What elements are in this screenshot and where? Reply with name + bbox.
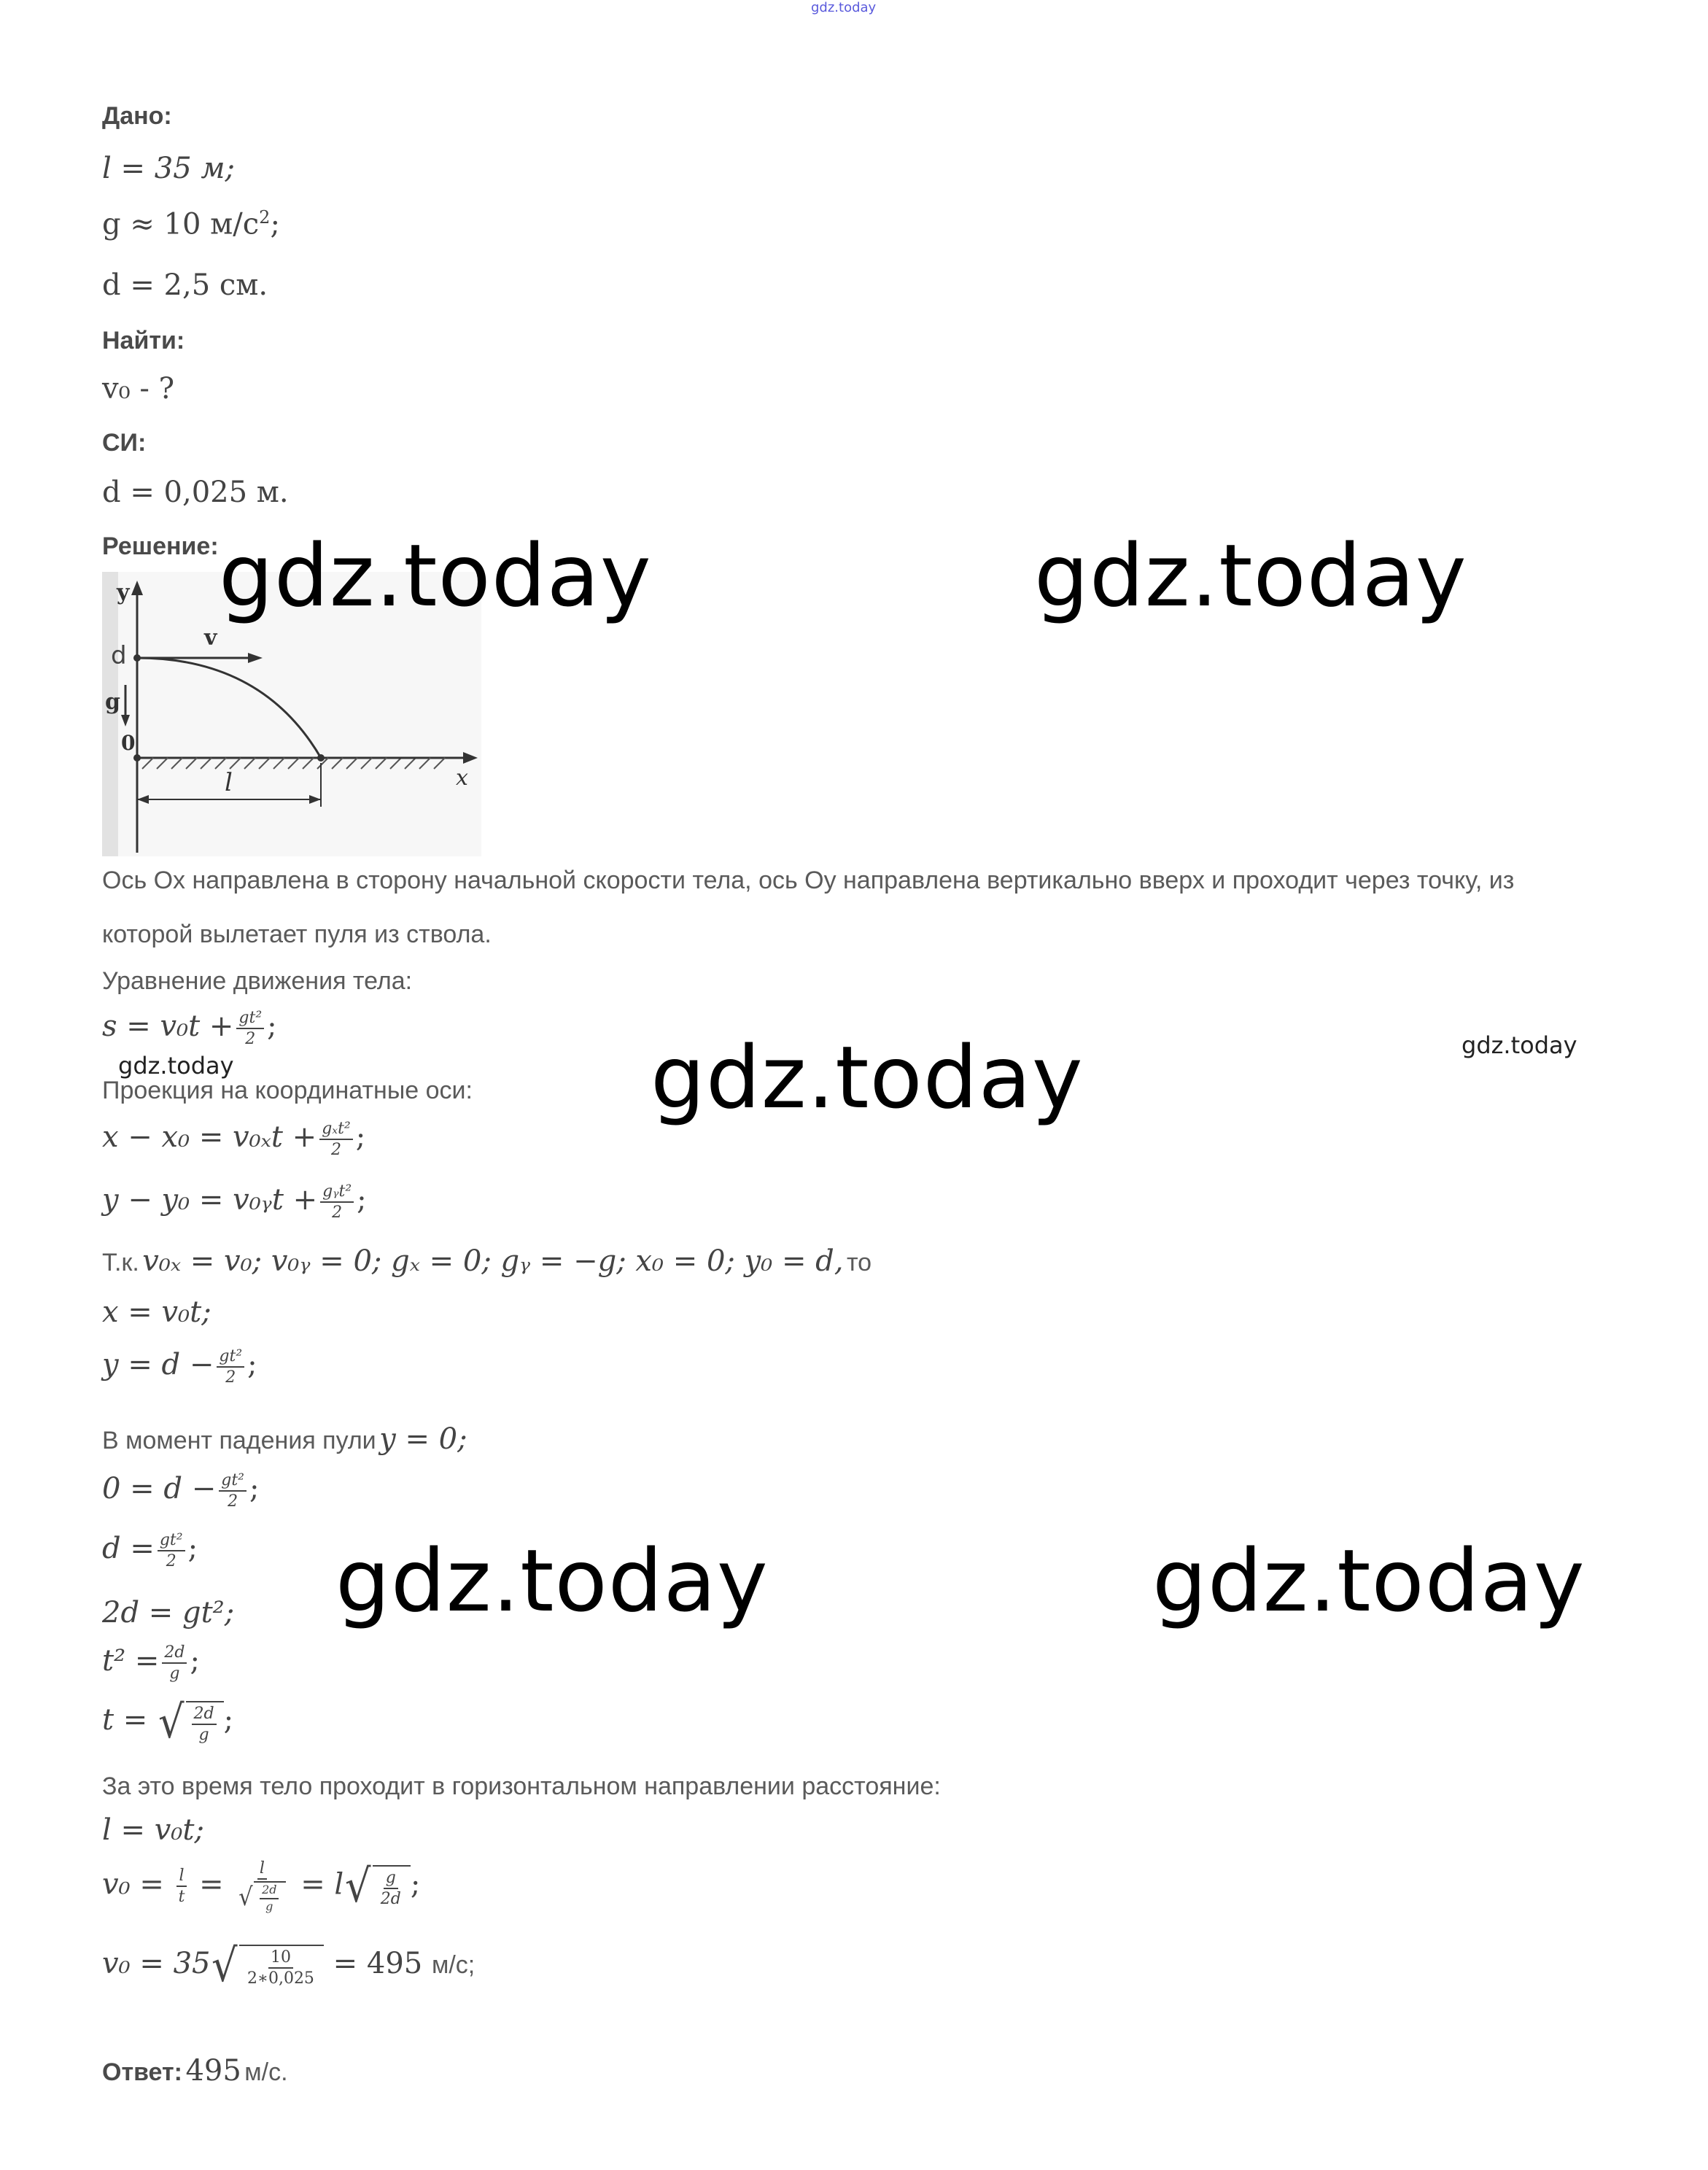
diagram-label-zero: 0 (121, 731, 136, 755)
watermark-small: gdz.today (118, 1052, 234, 1080)
given-gravity-end: ; (270, 207, 280, 241)
given-gravity-text: g ≈ 10 м/с (102, 207, 260, 241)
since-prefix: Т.к. (102, 1249, 139, 1276)
watermark: gdz.today (335, 1530, 769, 1631)
fraction-denominator: g (265, 1899, 273, 1913)
fall-equation-2 (102, 1532, 198, 1570)
equation-end: ; (410, 1867, 421, 1902)
sqrt-expression (210, 1939, 323, 1992)
fraction-numerator: gₓt² (319, 1120, 353, 1140)
fraction-denominator: g (169, 1665, 180, 1683)
fraction-numerator: gᵧt² (320, 1183, 354, 1203)
given-length (102, 152, 235, 185)
fall-equation-5 (102, 1695, 234, 1748)
fall-equation-1-lhs: 0 = d − (102, 1472, 217, 1506)
fall-equation-1-fraction (219, 1472, 247, 1510)
top-watermark: gdz.today (811, 0, 877, 15)
y-projection-equation (102, 1183, 367, 1221)
fall-equation-4 (102, 1644, 200, 1682)
y-projection-lhs: y − y₀ = v₀ᵧt + (102, 1183, 318, 1217)
fall-equation-4-lhs: t² = (102, 1644, 160, 1678)
equation-end: ; (249, 1472, 260, 1506)
solution-heading: Решение: (102, 532, 219, 560)
v0-fraction-2 (236, 1860, 288, 1913)
axes-description-line2: которой вылетает пуля из ствола. (102, 921, 492, 948)
watermark: gdz.today (651, 1027, 1084, 1128)
sqrt-radicand (373, 1865, 411, 1907)
v0-formula (102, 1860, 420, 1913)
v0-formula-lhs: v₀ = (102, 1867, 164, 1902)
given-gravity-power: 2 (259, 207, 271, 228)
fraction-denominator: 2 (225, 1368, 236, 1387)
answer-label: Ответ: (102, 2058, 182, 2086)
equation-end: ; (267, 1010, 277, 1044)
fraction-denominator: 2 (332, 1204, 343, 1222)
given-height: d = 2,5 см. (102, 268, 268, 302)
answer-unit: м/с. (244, 2058, 288, 2086)
equals-sign: = (199, 1867, 224, 1902)
fraction-numerator: gt² (217, 1348, 244, 1368)
x-projection-fraction (319, 1120, 353, 1158)
motion-equation-fraction (236, 1010, 264, 1047)
sqrt-expression (157, 1695, 224, 1748)
axes-description-line1: Ось Ox направлена в сторону начальной скорости тела, ось Oy направлена вертикально вверх и проходит через точку, из (102, 867, 1515, 894)
y-equation (102, 1348, 257, 1386)
sqrt-sign: √ (211, 1939, 238, 1992)
diagram-label-d: d (111, 641, 127, 670)
fall-equation-2-fraction (158, 1532, 185, 1570)
since-line (102, 1244, 872, 1278)
y-equation-lhs: y = d − (102, 1348, 214, 1382)
fraction-numerator: l (176, 1867, 186, 1887)
fall-equation-3: 2d = gt²; (102, 1596, 235, 1630)
fraction-denominator: 2 (228, 1492, 238, 1511)
since-suffix: то (846, 1249, 872, 1276)
fraction-numerator: l (257, 1860, 267, 1880)
sqrt-expression (238, 1881, 286, 1913)
given-heading: Дано: (102, 102, 172, 130)
x-equation: x = v₀t; (102, 1295, 211, 1329)
diagram-label-v: v (204, 625, 217, 651)
nested-fraction (260, 1884, 279, 1913)
answer-value: 495 (185, 2054, 241, 2088)
landing-point (317, 754, 325, 762)
sqrt-radicand (239, 1945, 324, 1987)
watermark: gdz.today (219, 525, 652, 626)
v0-numeric-unit: м/с; (431, 1951, 475, 1979)
y-equation-fraction (217, 1348, 244, 1386)
sqrt-fraction (192, 1705, 217, 1743)
fraction-numerator: gt² (158, 1532, 185, 1551)
equation-end: ; (223, 1703, 234, 1737)
fraction-numerator: 10 (268, 1949, 293, 1969)
fall-equation-1 (102, 1472, 259, 1510)
fraction-denominator (236, 1880, 288, 1913)
motion-equation-lhs: s = v₀t + (102, 1010, 234, 1044)
find-v0: v₀ - ? (102, 372, 175, 406)
watermark-small: gdz.today (1461, 1031, 1577, 1059)
origin-point (133, 754, 141, 762)
sqrt-sign: √ (158, 1695, 185, 1748)
find-heading: Найти: (102, 327, 185, 354)
fraction-denominator: t (178, 1888, 185, 1907)
v0-numeric-lhs: v₀ = 35 (102, 1947, 211, 1980)
y-projection-fraction (320, 1183, 354, 1221)
sqrt-expression (343, 1859, 411, 1913)
fraction-denominator: 2 (245, 1030, 256, 1049)
fall-equation-5-lhs: t = (102, 1703, 148, 1737)
since-conditions: v₀ₓ = v₀; v₀ᵧ = 0; gₓ = 0; gᵧ = −g; x₀ = 0; y₀ = d, (142, 1244, 844, 1278)
sqrt-sign: √ (345, 1859, 371, 1913)
diagram-label-g: g (105, 689, 120, 715)
v0-numeric (102, 1939, 475, 1992)
motion-equation (102, 1010, 277, 1047)
x-projection-equation (102, 1120, 365, 1158)
sqrt-fraction (379, 1869, 403, 1907)
diagram-label-y: y (117, 580, 130, 605)
sqrt-radicand (186, 1701, 224, 1743)
fraction-numerator: gt² (219, 1472, 247, 1492)
v0-fraction-1 (176, 1867, 187, 1905)
equation-end: ; (187, 1532, 198, 1566)
fraction-denominator: 2∗0,025 (247, 1969, 314, 1988)
x-projection-lhs: x − x₀ = v₀ₓt + (102, 1120, 317, 1155)
given-length-text: l = 35 м; (102, 152, 235, 185)
fall-moment-text: В момент падения пули (102, 1427, 376, 1454)
answer-line (102, 2054, 288, 2088)
si-height: d = 0,025 м. (102, 476, 289, 509)
v0-formula-middle: = l (300, 1867, 344, 1902)
fraction-numerator: 2d (192, 1705, 217, 1725)
sqrt-sign: √ (238, 1882, 253, 1912)
diagram-label-x: x (456, 765, 468, 791)
fraction-numerator: 2d (162, 1644, 187, 1664)
fall-moment-line (102, 1422, 467, 1456)
equation-end: ; (247, 1348, 257, 1382)
fraction-numerator: g (384, 1869, 398, 1889)
equation-end: ; (357, 1183, 367, 1217)
watermark: gdz.today (1034, 525, 1467, 626)
fraction-denominator: g (198, 1726, 209, 1744)
motion-equation-label: Уравнение движения тела: (102, 967, 413, 995)
fall-moment-condition: y = 0; (379, 1422, 467, 1456)
watermark: gdz.today (1152, 1530, 1585, 1631)
si-heading: СИ: (102, 429, 147, 457)
equation-end: ; (190, 1644, 200, 1678)
projection-label: Проекция на координатные оси: (102, 1077, 473, 1104)
diagram-label-l: l (225, 768, 233, 797)
fraction-denominator: 2 (330, 1141, 341, 1160)
sqrt-fraction (245, 1949, 317, 1987)
fraction-numerator: gt² (236, 1010, 264, 1029)
equation-end: ; (355, 1120, 366, 1155)
fraction-numerator: 2d (260, 1884, 279, 1899)
sqrt-radicand (254, 1881, 286, 1913)
given-gravity (102, 207, 280, 241)
distance-label: За это время тело проходит в горизонтальном направлении расстояние: (102, 1772, 941, 1800)
fall-equation-4-fraction (162, 1644, 187, 1682)
fraction-denominator: 2d (380, 1890, 401, 1909)
fall-equation-2-lhs: d = (102, 1532, 155, 1566)
fraction-denominator: 2 (166, 1552, 176, 1571)
distance-equation: l = v₀t; (102, 1813, 204, 1847)
v0-numeric-result: = 495 (333, 1947, 423, 1980)
